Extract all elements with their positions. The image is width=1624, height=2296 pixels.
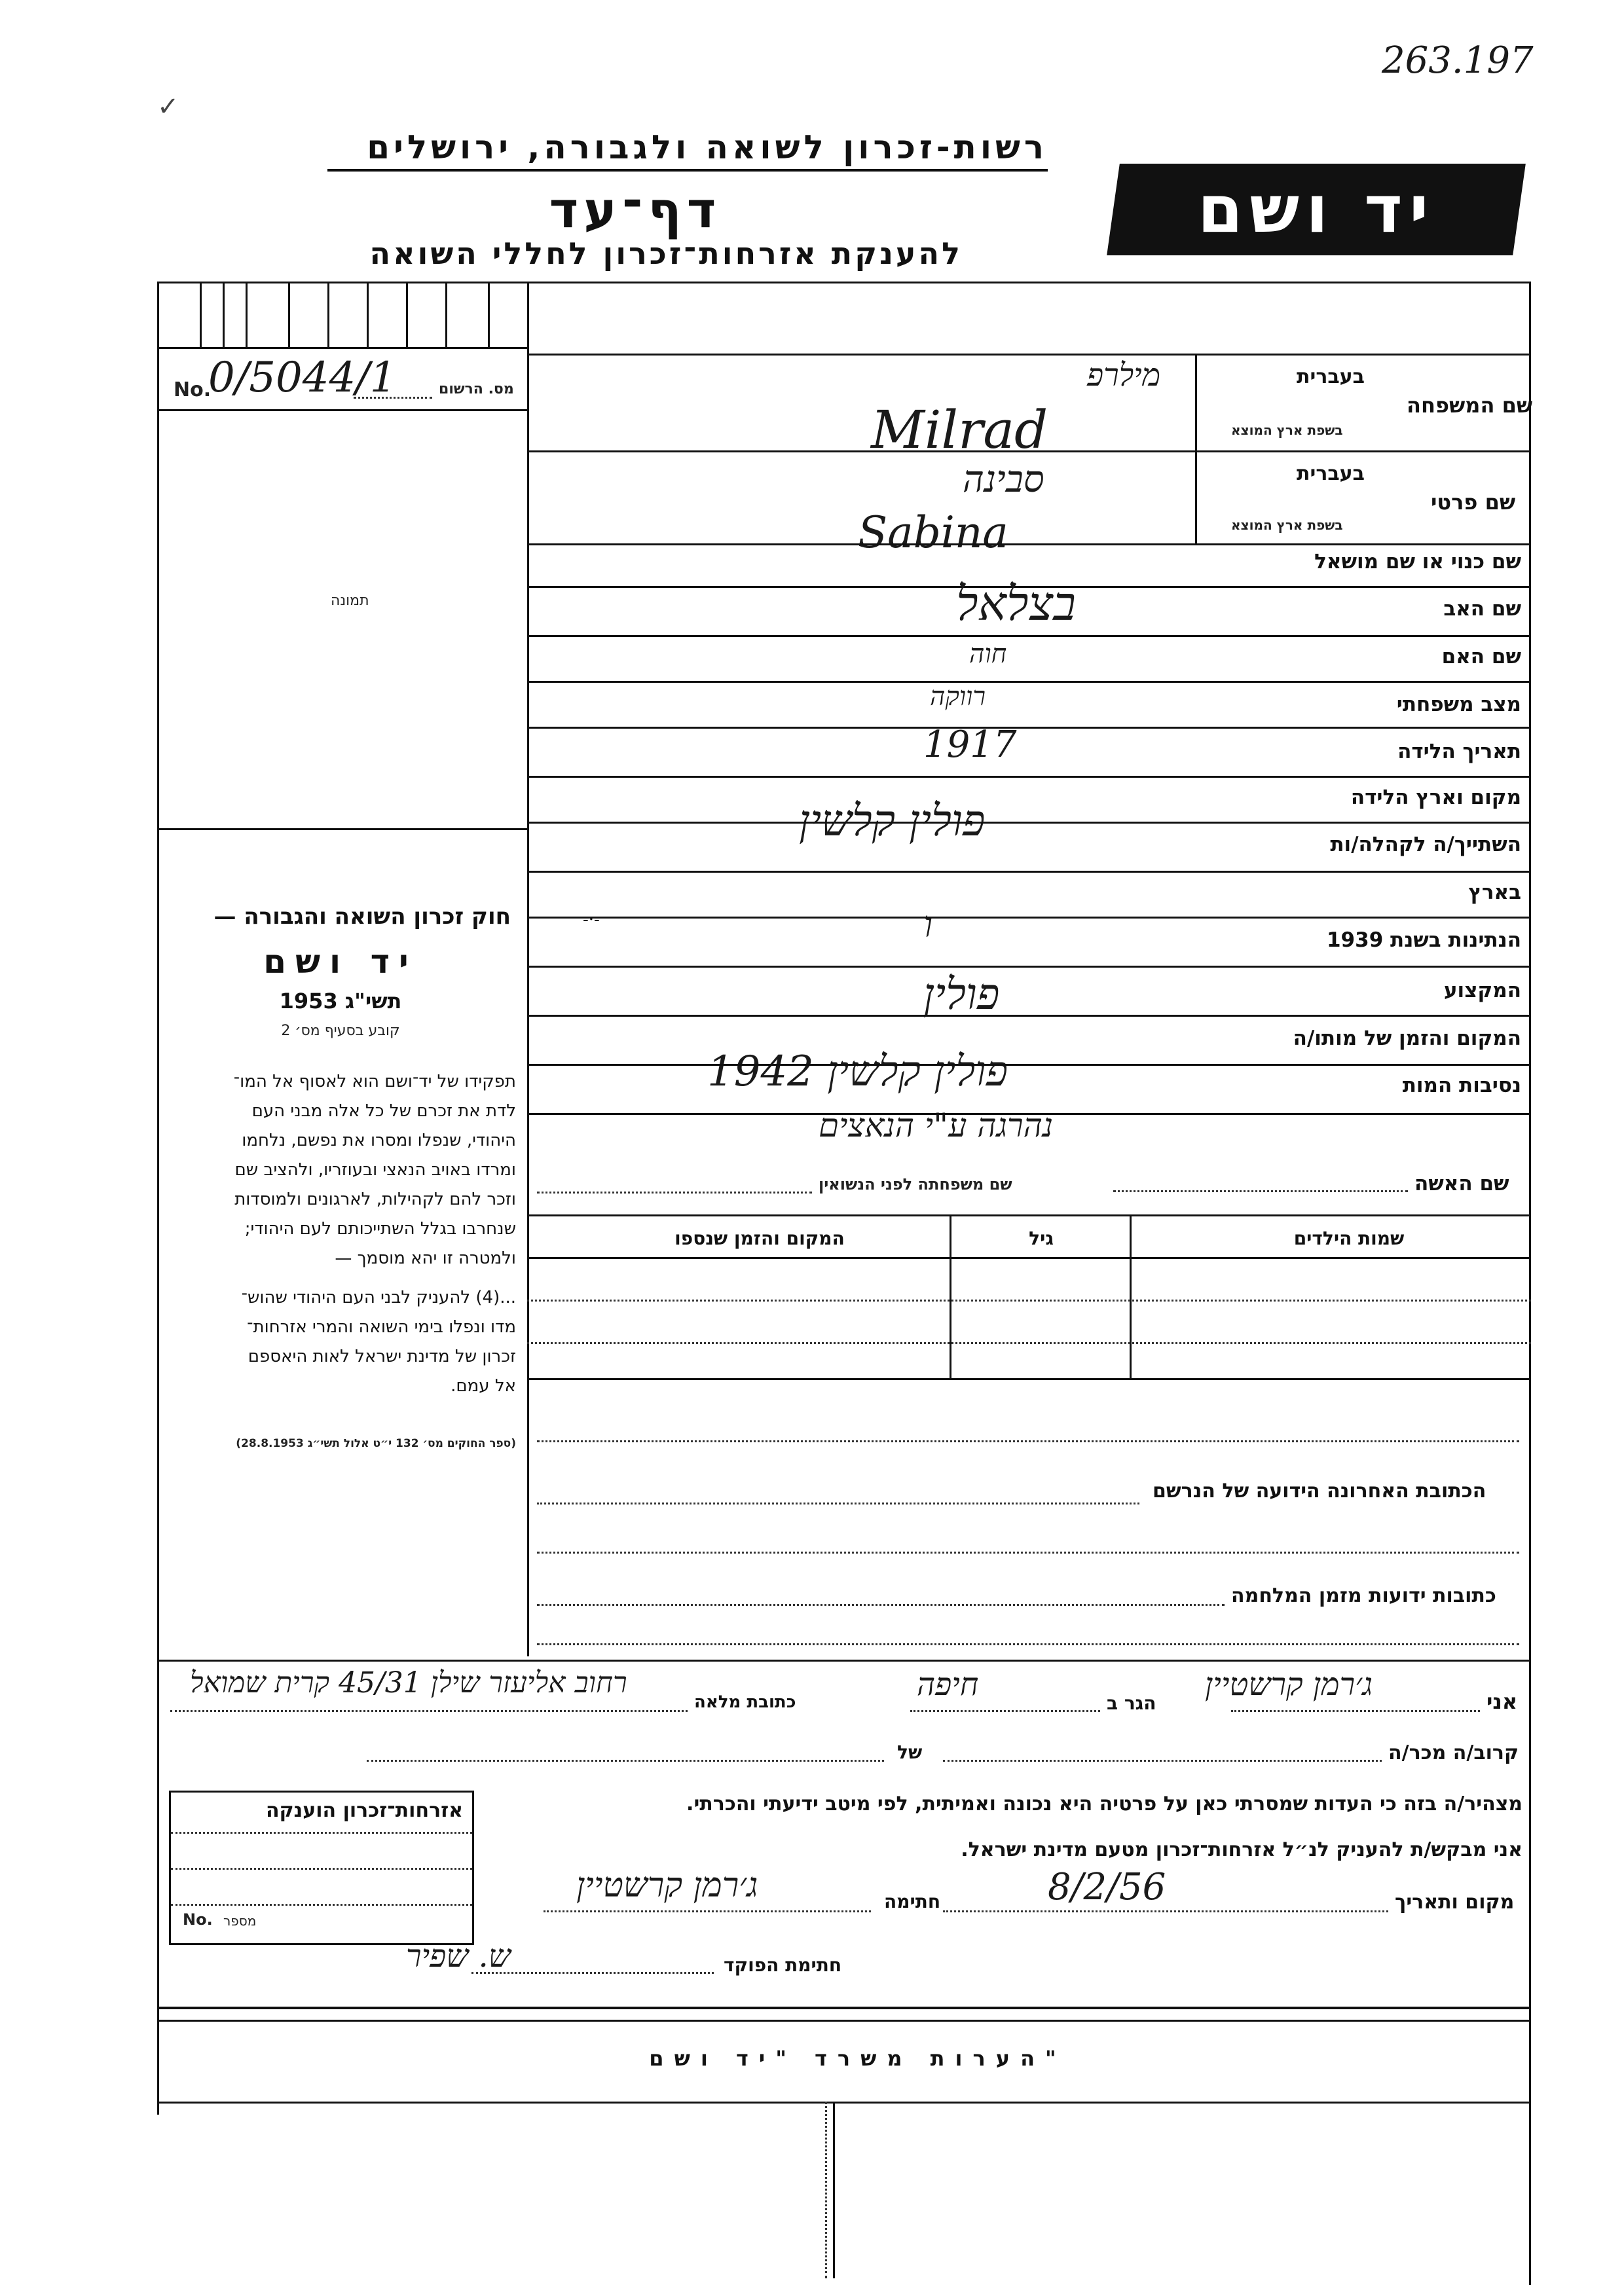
marital-value[interactable]: רווקה [930, 682, 986, 712]
death-circ-label: נסיבות המות [1402, 1074, 1521, 1097]
notes-top-line-2 [157, 2020, 1531, 2022]
authority-name: רשות-זכרון לשואה ולגבורה, ירושלים [327, 128, 1048, 172]
first-name-native[interactable]: Sabina [858, 507, 1008, 558]
law-citation: (ספר החוקים מס׳ 132 י״ט אלול תשי״ג 28.8.1953) [236, 1437, 516, 1450]
box-dots [171, 1868, 472, 1870]
mother-value[interactable]: חוה [969, 639, 1007, 669]
form-title: דף־עד [549, 181, 722, 239]
law-line: וזכר להם לקהילות, לארגונים ולמוסדות [234, 1190, 516, 1209]
law-line: אל עמם. [451, 1376, 516, 1396]
row-line [527, 681, 1531, 683]
box-dots [171, 1904, 472, 1906]
community-value[interactable]: ו [923, 903, 933, 946]
children-header-place: המקום והזמן שנספו [674, 1228, 845, 1249]
death-circ-value[interactable]: נהרגה ע"י הנאצים [819, 1106, 1054, 1144]
father-label: שם האב [1443, 597, 1521, 621]
family-name-hebrew[interactable]: מילרפ [1087, 357, 1161, 393]
place-dots [943, 1910, 1388, 1912]
profession-label: המקצוע [1443, 979, 1521, 1002]
family-name-label: שם המשפחה [1407, 393, 1533, 418]
reg-line [157, 409, 529, 411]
last-address-label: הכתובת האחרונה הידועה של הנרשם [1153, 1480, 1486, 1503]
mother-label: שם האם [1441, 645, 1521, 668]
margin-mark: ✓ [157, 92, 179, 122]
box-number-label: מספר [223, 1913, 257, 1929]
marital-label: מצב משפחתי [1396, 693, 1521, 716]
stray-mark: -·- [583, 910, 600, 930]
photo-label: תמונה [331, 592, 369, 609]
declarant-signature[interactable]: ג׳רמן קרשטיין [576, 1866, 758, 1905]
place-date-value[interactable]: 8/2/56 [1048, 1866, 1166, 1908]
children-header-line [527, 1257, 1531, 1259]
first-name-hebrew[interactable]: סבינה [963, 458, 1044, 501]
row-line [527, 727, 1531, 729]
grid-cell [367, 282, 369, 347]
col-divider [950, 1214, 951, 1378]
ani-label: אני [1486, 1689, 1518, 1714]
law-line: ולמטרה זו יהא מוסמך — [335, 1248, 516, 1268]
address-dots [537, 1643, 1519, 1645]
notes-divider-2 [833, 2102, 835, 2278]
wife-dots [1113, 1190, 1408, 1192]
death-place-label: המקום והזמן של מותו/ה [1293, 1027, 1521, 1050]
office-notes-title: הערות משרד "יד ושם" [649, 2046, 1067, 2071]
frame-left [157, 282, 159, 2115]
nationality-label: הנתינות בשנת 1939 [1326, 928, 1521, 952]
address-dots [537, 1503, 1139, 1504]
of-label: של [897, 1741, 923, 1763]
label-col-divider [1195, 354, 1197, 543]
address-label: כתובת מלאה [694, 1692, 796, 1712]
maiden-dots [537, 1192, 812, 1194]
law-line: תפקידו של יד־ושם הוא לאסוף אל המו־ [233, 1072, 516, 1091]
box-no-label: No. [183, 1910, 213, 1929]
law-section: קובע בסעיף מס׳ 2 [281, 1023, 400, 1039]
col-divider [1130, 1214, 1132, 1378]
law-line: לדת את זכרם של כל אלה מבני העם [251, 1101, 516, 1121]
reg-dots [354, 397, 432, 399]
logo-text: יד ושם [1197, 171, 1435, 247]
first-sub-native: בשפת ארץ המוצא [1231, 517, 1343, 533]
yad-vashem-logo [1107, 164, 1526, 255]
fields-top [527, 354, 1531, 355]
first-sub-hebrew: בעברית [1297, 462, 1365, 485]
grid-cell [488, 282, 490, 347]
row-line [527, 917, 1531, 919]
law-year: תשי"ג 1953 [279, 989, 402, 1013]
grid-bottom [157, 347, 529, 349]
row-line [527, 966, 1531, 968]
nationality-value[interactable]: פולין [923, 969, 1000, 1019]
section-line [157, 1660, 1531, 1662]
birth-place-value[interactable]: פולין קלשין [799, 795, 986, 846]
declarant-name[interactable]: ג׳רמן קרשטיין [1205, 1666, 1373, 1703]
law-line: זכרון של מדינת ישראל לאות היאספם [248, 1347, 516, 1366]
row-line [527, 871, 1531, 873]
row-line [527, 1015, 1531, 1017]
birth-date-value[interactable]: 1917 [923, 723, 1017, 766]
grid-cell [246, 282, 248, 347]
country-label: בארץ [1468, 881, 1521, 904]
row-line [527, 450, 1531, 452]
officer-label: חתימת הפוקד [724, 1954, 842, 1976]
address-dots [537, 1552, 1519, 1554]
grid-cell [223, 282, 225, 347]
children-header-names: שמות הילדים [1293, 1228, 1405, 1249]
nickname-label: שם כנוי או שם מושאל [1314, 550, 1521, 574]
frame-divider [527, 282, 529, 1656]
wife-label: שם האשה [1414, 1172, 1509, 1195]
row-line [527, 1113, 1531, 1115]
row-line [527, 776, 1531, 778]
request-text: אני מבקש/ת להעניק לנ״ל אזרחות־זכרון מטעם מדינת ישראל. [961, 1838, 1522, 1861]
reg-label: מס. הרשום [439, 381, 514, 397]
citizenship-box [169, 1791, 474, 1945]
address-dots [170, 1710, 688, 1712]
address-dots [537, 1604, 1225, 1606]
address-dots [537, 1440, 1519, 1442]
children-top [527, 1214, 1531, 1216]
table-row [527, 1300, 1531, 1302]
grid-cell [288, 282, 290, 347]
death-place-value[interactable]: 1942 פולין קלשין [707, 1048, 1008, 1096]
row-line [527, 822, 1531, 824]
grid-cell [200, 282, 202, 347]
city-dots [910, 1710, 1100, 1712]
photo-bottom [157, 828, 529, 830]
law-paragraph-2 [169, 1283, 516, 1401]
of-dots [367, 1760, 884, 1762]
grid-cell [445, 282, 447, 347]
birth-date-label: תאריך הלידה [1397, 740, 1521, 763]
frame-top [157, 282, 1531, 283]
relative-dots [943, 1760, 1382, 1762]
birth-place-label: מקום וארץ הלידה [1350, 786, 1521, 809]
grid-cell [327, 282, 329, 347]
notes-top-line [157, 2007, 1531, 2009]
children-bottom [527, 1378, 1531, 1380]
law-line: ומרדו באויב הנאצי ובעוזריו, ולהציב שם [234, 1160, 516, 1180]
reg-number: 0/5044/1 [208, 354, 397, 402]
frame-right [1529, 282, 1531, 2285]
wartime-address-label: כתובות ידועות מזמן המלחמה [1231, 1584, 1496, 1607]
law-name: יד ושם [263, 943, 418, 981]
row-line [527, 1064, 1531, 1066]
family-name-native[interactable]: Milrad [871, 399, 1048, 460]
signature-label: חתימה [884, 1891, 941, 1912]
family-sub-native: בשפת ארץ המוצא [1231, 422, 1343, 438]
declarant-city[interactable]: חיפה [917, 1666, 979, 1703]
relative-label: קרוב/ה מכר/ה [1388, 1741, 1519, 1764]
box-dots [171, 1832, 472, 1834]
officer-signature[interactable]: ש. שפיר [406, 1938, 511, 1975]
law-heading: חוק זכרון השואה והגבורה — [213, 903, 511, 930]
law-line: ...(4) להעניק לבני העם היהודי שהוש־ [241, 1288, 516, 1307]
table-row [527, 1342, 1531, 1344]
row-line [527, 543, 1531, 545]
declarant-dots [1231, 1710, 1480, 1712]
officer-dots [471, 1972, 714, 1974]
notes-divider [825, 2102, 827, 2278]
first-name-label: שם פרטי [1431, 490, 1516, 515]
grid-cell [406, 282, 408, 347]
citizenship-box-title: אזרחות־זכרון הוענקה [265, 1799, 463, 1822]
declarant-address[interactable]: רחוב אליעזר שילן 45/31 קרית שמואל [190, 1666, 627, 1700]
law-line: מדו ונפלו בימי השואה והמרי אזרחות־ [247, 1317, 516, 1337]
notes-line [157, 2102, 1531, 2104]
family-sub-hebrew: בעברית [1297, 365, 1365, 388]
law-paragraph-1 [169, 1067, 516, 1273]
children-header-age: גיל [1029, 1228, 1054, 1249]
row-line [527, 635, 1531, 637]
place-date-label: מקום ותאריך [1395, 1891, 1515, 1914]
father-value[interactable]: בצלאל [956, 576, 1076, 631]
reg-prefix: No. [174, 378, 212, 401]
form-subtitle: להענקת אזרחות־זכרון לחללי השואה [369, 236, 963, 271]
law-line: היהודי, שנפלו ומסרו את נפשם, נלחמו [242, 1131, 516, 1150]
signature-dots [544, 1910, 871, 1912]
archive-number: 263.197 [1382, 39, 1534, 82]
resides-label: הגר ב [1107, 1692, 1156, 1714]
maiden-label: שם משפחתה לפני הנשואין [819, 1175, 1012, 1194]
declaration-text: מצהיר/ה בזה כי העדות שמסרתי כאן על פרטיה היא נכונה ואמיתית, לפי מיטב ידיעתי והכרתי. [686, 1793, 1522, 1815]
community-label: השתייך/ה לקהלה/ות [1330, 833, 1521, 856]
law-line: שנחרבו בגלל השתייכותם לעם היהודי; [244, 1219, 516, 1239]
